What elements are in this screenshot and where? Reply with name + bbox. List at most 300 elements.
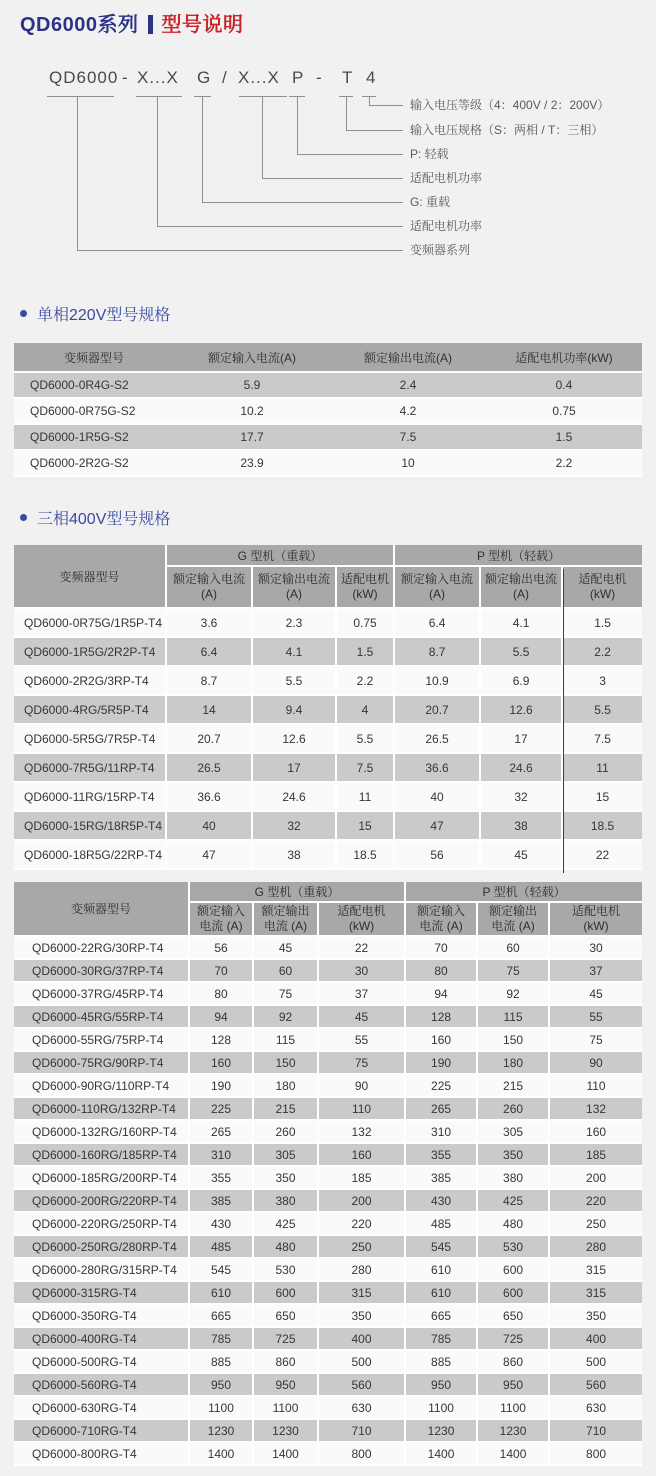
- value-cell: 38: [481, 812, 563, 841]
- table-row: [14, 1328, 642, 1351]
- value-cell: 485: [190, 1236, 254, 1259]
- value-cell: 40: [395, 783, 481, 812]
- model-code-segment: P: [292, 68, 305, 87]
- table-row: [14, 983, 642, 1006]
- model-cell: QD6000-200RG/220RP-T4: [14, 1190, 190, 1213]
- group-header-p: P 型机（轻载）: [395, 545, 642, 567]
- subheader-cell: 额定输出电流 (A): [253, 567, 337, 609]
- value-cell: 400: [319, 1328, 406, 1351]
- value-cell: 600: [478, 1282, 550, 1305]
- value-cell: 650: [254, 1305, 319, 1328]
- value-cell: 6.4: [395, 609, 481, 638]
- table-row: [14, 1121, 642, 1144]
- value-cell: 18.5: [337, 841, 395, 870]
- value-cell: 70: [406, 937, 478, 960]
- value-cell: 55: [550, 1006, 642, 1029]
- table-row: [14, 1420, 642, 1443]
- value-cell: 250: [319, 1236, 406, 1259]
- value-cell: 265: [406, 1098, 478, 1121]
- subheader-cell: 额定输入电流 (A): [167, 567, 253, 609]
- spec-table-400v-small: [14, 545, 642, 870]
- subheader-cell: 额定输出电流 (A): [481, 567, 563, 609]
- value-cell: 5.5: [563, 696, 642, 725]
- value-cell: 2.3: [253, 609, 337, 638]
- table-row: [14, 841, 642, 870]
- model-cell: QD6000-315RG-T4: [14, 1282, 190, 1305]
- value-cell: 305: [254, 1144, 319, 1167]
- value-cell: 80: [190, 983, 254, 1006]
- table-row: [14, 425, 642, 451]
- diagram-underline: [47, 96, 114, 97]
- value-cell: 1.5: [486, 425, 642, 451]
- diagram-connector-line: [346, 97, 347, 130]
- value-cell: 128: [406, 1006, 478, 1029]
- value-cell: 55: [319, 1029, 406, 1052]
- diagram-connector-line: [202, 97, 203, 202]
- value-cell: 94: [406, 983, 478, 1006]
- model-cell: QD6000-1R5G-S2: [14, 425, 174, 451]
- value-cell: 40: [167, 812, 253, 841]
- value-cell: 1230: [254, 1420, 319, 1443]
- table-row: [14, 1374, 642, 1397]
- value-cell: 950: [190, 1374, 254, 1397]
- value-cell: 4.1: [253, 638, 337, 667]
- value-cell: 132: [319, 1121, 406, 1144]
- value-cell: 500: [319, 1351, 406, 1374]
- diagram-connector-line: [262, 97, 263, 178]
- table-row: [14, 1006, 642, 1029]
- value-cell: 1.5: [563, 609, 642, 638]
- value-cell: 630: [319, 1397, 406, 1420]
- diagram-label: 适配电机功率: [410, 171, 483, 185]
- model-cell: QD6000-15RG/18R5P-T4: [14, 812, 167, 841]
- value-cell: 80: [406, 960, 478, 983]
- diagram-label: 变频器系列: [410, 243, 471, 257]
- model-code-segment: -: [316, 68, 323, 87]
- column-header: 额定输入电流(A): [174, 343, 330, 373]
- diagram-connector-line: [202, 202, 403, 203]
- subheader-cell: 额定输出 电流 (A): [478, 903, 550, 937]
- value-cell: 310: [190, 1144, 254, 1167]
- value-cell: 885: [190, 1351, 254, 1374]
- model-cell: QD6000-1R5G/2R2P-T4: [14, 638, 167, 667]
- value-cell: 4: [337, 696, 395, 725]
- value-cell: 8.7: [395, 638, 481, 667]
- table-row: [14, 373, 642, 399]
- value-cell: 24.6: [253, 783, 337, 812]
- table-row: [14, 1029, 642, 1052]
- value-cell: 37: [550, 960, 642, 983]
- table-row: [14, 1052, 642, 1075]
- value-cell: 38: [253, 841, 337, 870]
- value-cell: 24.6: [481, 754, 563, 783]
- value-cell: 480: [478, 1213, 550, 1236]
- model-cell: QD6000-75RG/90RP-T4: [14, 1052, 190, 1075]
- model-cell: QD6000-0R75G-S2: [14, 399, 174, 425]
- value-cell: 160: [190, 1052, 254, 1075]
- value-cell: 950: [254, 1374, 319, 1397]
- value-cell: 22: [319, 937, 406, 960]
- table-group-header-row: [14, 882, 642, 903]
- model-cell: QD6000-160RG/185RP-T4: [14, 1144, 190, 1167]
- value-cell: 5.5: [481, 638, 563, 667]
- model-cell: QD6000-132RG/160RP-T4: [14, 1121, 190, 1144]
- model-column-header: 变频器型号: [14, 545, 167, 609]
- value-cell: 250: [550, 1213, 642, 1236]
- value-cell: 90: [550, 1052, 642, 1075]
- subheader-cell: 适配电机 (kW): [319, 903, 406, 937]
- table-row: [14, 937, 642, 960]
- value-cell: 1100: [190, 1397, 254, 1420]
- model-cell: QD6000-18R5G/22RP-T4: [14, 841, 167, 870]
- value-cell: 180: [478, 1052, 550, 1075]
- subheader-cell: 额定输入 电流 (A): [406, 903, 478, 937]
- value-cell: 110: [319, 1098, 406, 1121]
- value-cell: 430: [406, 1190, 478, 1213]
- value-cell: 11: [337, 783, 395, 812]
- model-cell: QD6000-11RG/15RP-T4: [14, 783, 167, 812]
- spec-table-220v: [14, 343, 642, 477]
- model-code-segment: X...X: [238, 68, 280, 87]
- value-cell: 885: [406, 1351, 478, 1374]
- model-code-segment: X...X: [137, 68, 179, 87]
- model-cell: QD6000-280RG/315RP-T4: [14, 1259, 190, 1282]
- diagram-connector-line: [77, 250, 403, 251]
- value-cell: 350: [478, 1144, 550, 1167]
- value-cell: 200: [550, 1167, 642, 1190]
- value-cell: 94: [190, 1006, 254, 1029]
- model-code-segment: 4: [366, 68, 377, 87]
- model-cell: QD6000-250RG/280RP-T4: [14, 1236, 190, 1259]
- model-code-segment: G: [197, 68, 212, 87]
- table-group-header-row: [14, 545, 642, 567]
- table-header-row: [14, 343, 642, 373]
- value-cell: 30: [319, 960, 406, 983]
- value-cell: 190: [190, 1075, 254, 1098]
- diagram-connector-line: [369, 105, 403, 106]
- diagram-connector-line: [77, 97, 78, 250]
- value-cell: 725: [254, 1328, 319, 1351]
- section-heading-220v: [20, 302, 170, 325]
- value-cell: 610: [406, 1259, 478, 1282]
- value-cell: 1100: [406, 1397, 478, 1420]
- table-row: [14, 725, 642, 754]
- value-cell: 220: [550, 1190, 642, 1213]
- value-cell: 37: [319, 983, 406, 1006]
- column-header: 适配电机功率(kW): [486, 343, 642, 373]
- diagram-label: 输入电压规格（S：两相 / T：三相）: [410, 123, 604, 137]
- value-cell: 630: [550, 1397, 642, 1420]
- value-cell: 6.9: [481, 667, 563, 696]
- value-cell: 36.6: [395, 754, 481, 783]
- value-cell: 950: [478, 1374, 550, 1397]
- value-cell: 8.7: [167, 667, 253, 696]
- value-cell: 530: [254, 1259, 319, 1282]
- value-cell: 115: [478, 1006, 550, 1029]
- value-cell: 20.7: [395, 696, 481, 725]
- value-cell: 45: [550, 983, 642, 1006]
- group-header-g: G 型机（重载）: [190, 882, 406, 903]
- model-code-segment: T: [342, 68, 354, 87]
- value-cell: 560: [319, 1374, 406, 1397]
- value-cell: 545: [190, 1259, 254, 1282]
- table-row: [14, 667, 642, 696]
- value-cell: 22: [563, 841, 642, 870]
- model-code-segment: -: [122, 68, 129, 87]
- value-cell: 265: [190, 1121, 254, 1144]
- value-cell: 56: [190, 937, 254, 960]
- value-cell: 260: [254, 1121, 319, 1144]
- value-cell: 785: [406, 1328, 478, 1351]
- model-cell: QD6000-0R75G/1R5P-T4: [14, 609, 167, 638]
- value-cell: 2.2: [486, 451, 642, 477]
- page-title: [20, 8, 244, 37]
- title-divider-bar: [148, 15, 153, 34]
- subheader-cell: 适配电机 (kW): [550, 903, 642, 937]
- value-cell: 15: [337, 812, 395, 841]
- value-cell: 0.4: [486, 373, 642, 399]
- value-cell: 355: [406, 1144, 478, 1167]
- model-cell: QD6000-500RG-T4: [14, 1351, 190, 1374]
- table-row: [14, 1167, 642, 1190]
- value-cell: 70: [190, 960, 254, 983]
- value-cell: 60: [254, 960, 319, 983]
- value-cell: 1230: [190, 1420, 254, 1443]
- value-cell: 350: [254, 1167, 319, 1190]
- value-cell: 23.9: [174, 451, 330, 477]
- value-cell: 425: [478, 1190, 550, 1213]
- value-cell: 860: [478, 1351, 550, 1374]
- table-row: [14, 1190, 642, 1213]
- model-cell: QD6000-2R2G-S2: [14, 451, 174, 477]
- value-cell: 315: [550, 1282, 642, 1305]
- diagram-connector-line: [157, 97, 158, 226]
- value-cell: 560: [550, 1374, 642, 1397]
- model-cell: QD6000-800RG-T4: [14, 1443, 190, 1466]
- model-cell: QD6000-22RG/30RP-T4: [14, 937, 190, 960]
- value-cell: 225: [190, 1098, 254, 1121]
- section-heading-label: 三相400V型号规格: [37, 511, 171, 528]
- value-cell: 305: [478, 1121, 550, 1144]
- value-cell: 32: [253, 812, 337, 841]
- value-cell: 26.5: [395, 725, 481, 754]
- subheader-cell: 适配电机 (kW): [563, 567, 642, 609]
- value-cell: 400: [550, 1328, 642, 1351]
- value-cell: 315: [319, 1282, 406, 1305]
- table-row: [14, 1397, 642, 1420]
- value-cell: 32: [481, 783, 563, 812]
- model-cell: QD6000-4RG/5R5P-T4: [14, 696, 167, 725]
- value-cell: 3: [563, 667, 642, 696]
- table-row: [14, 1443, 642, 1466]
- diagram-connector-line: [297, 97, 298, 154]
- value-cell: 45: [481, 841, 563, 870]
- value-cell: 75: [550, 1029, 642, 1052]
- value-cell: 430: [190, 1213, 254, 1236]
- value-cell: 215: [478, 1075, 550, 1098]
- bullet-icon: [20, 514, 27, 521]
- title-series: QD6000系列: [20, 14, 139, 36]
- table-row: [14, 1075, 642, 1098]
- value-cell: 9.4: [253, 696, 337, 725]
- value-cell: 800: [550, 1443, 642, 1466]
- value-cell: 710: [319, 1420, 406, 1443]
- value-cell: 545: [406, 1236, 478, 1259]
- value-cell: 665: [190, 1305, 254, 1328]
- model-cell: QD6000-37RG/45RP-T4: [14, 983, 190, 1006]
- table-row: [14, 1098, 642, 1121]
- value-cell: 315: [550, 1259, 642, 1282]
- value-cell: 6.4: [167, 638, 253, 667]
- value-cell: 56: [395, 841, 481, 870]
- value-cell: 785: [190, 1328, 254, 1351]
- diagram-underline: [136, 96, 182, 97]
- section-heading-400v: [20, 506, 170, 529]
- value-cell: 180: [254, 1075, 319, 1098]
- value-cell: 4.2: [330, 399, 486, 425]
- model-cell: QD6000-5R5G/7R5P-T4: [14, 725, 167, 754]
- value-cell: 5.5: [337, 725, 395, 754]
- value-cell: 75: [319, 1052, 406, 1075]
- value-cell: 185: [550, 1144, 642, 1167]
- model-cell: QD6000-90RG/110RP-T4: [14, 1075, 190, 1098]
- value-cell: 17.7: [174, 425, 330, 451]
- value-cell: 5.9: [174, 373, 330, 399]
- value-cell: 10.9: [395, 667, 481, 696]
- model-cell: QD6000-710RG-T4: [14, 1420, 190, 1443]
- value-cell: 75: [478, 960, 550, 983]
- value-cell: 26.5: [167, 754, 253, 783]
- value-cell: 530: [478, 1236, 550, 1259]
- value-cell: 280: [319, 1259, 406, 1282]
- subheader-cell: 额定输出 电流 (A): [254, 903, 319, 937]
- model-cell: QD6000-350RG-T4: [14, 1305, 190, 1328]
- value-cell: 47: [395, 812, 481, 841]
- diagram-connector-line: [262, 178, 403, 179]
- value-cell: 215: [254, 1098, 319, 1121]
- value-cell: 1400: [478, 1443, 550, 1466]
- value-cell: 185: [319, 1167, 406, 1190]
- value-cell: 150: [478, 1029, 550, 1052]
- value-cell: 2.2: [337, 667, 395, 696]
- model-cell: QD6000-110RG/132RP-T4: [14, 1098, 190, 1121]
- model-cell: QD6000-400RG-T4: [14, 1328, 190, 1351]
- value-cell: 10: [330, 451, 486, 477]
- table-row: [14, 1144, 642, 1167]
- value-cell: 160: [406, 1029, 478, 1052]
- model-cell: QD6000-30RG/37RP-T4: [14, 960, 190, 983]
- value-cell: 380: [478, 1167, 550, 1190]
- table-row: [14, 812, 642, 841]
- value-cell: 425: [254, 1213, 319, 1236]
- value-cell: 725: [478, 1328, 550, 1351]
- value-cell: 480: [254, 1236, 319, 1259]
- value-cell: 260: [478, 1098, 550, 1121]
- diagram-label: 输入电压等级（4：400V / 2：200V）: [410, 98, 610, 112]
- table-row: [14, 609, 642, 638]
- model-cell: QD6000-630RG-T4: [14, 1397, 190, 1420]
- value-cell: 1100: [478, 1397, 550, 1420]
- value-cell: 160: [319, 1144, 406, 1167]
- group-header-p: P 型机（轻载）: [406, 882, 642, 903]
- model-cell: QD6000-7R5G/11RP-T4: [14, 754, 167, 783]
- value-cell: 92: [478, 983, 550, 1006]
- table-row: [14, 1236, 642, 1259]
- table-row: [14, 638, 642, 667]
- diagram-label: 适配电机功率: [410, 219, 483, 233]
- value-cell: 610: [406, 1282, 478, 1305]
- section-heading-label: 单相220V型号规格: [37, 307, 171, 324]
- value-cell: 600: [478, 1259, 550, 1282]
- model-cell: QD6000-220RG/250RP-T4: [14, 1213, 190, 1236]
- value-cell: 950: [406, 1374, 478, 1397]
- value-cell: 60: [478, 937, 550, 960]
- value-cell: 610: [190, 1282, 254, 1305]
- model-cell: QD6000-560RG-T4: [14, 1374, 190, 1397]
- value-cell: 5.5: [253, 667, 337, 696]
- value-cell: 190: [406, 1052, 478, 1075]
- table-row: [14, 399, 642, 425]
- table-row: [14, 1213, 642, 1236]
- value-cell: 128: [190, 1029, 254, 1052]
- value-cell: 485: [406, 1213, 478, 1236]
- value-cell: 45: [319, 1006, 406, 1029]
- model-cell: QD6000-55RG/75RP-T4: [14, 1029, 190, 1052]
- table-row: [14, 1305, 642, 1328]
- table-row: [14, 1282, 642, 1305]
- value-cell: 7.5: [337, 754, 395, 783]
- value-cell: 650: [478, 1305, 550, 1328]
- value-cell: 132: [550, 1098, 642, 1121]
- value-cell: 1400: [190, 1443, 254, 1466]
- model-cell: QD6000-185RG/200RP-T4: [14, 1167, 190, 1190]
- value-cell: 30: [550, 937, 642, 960]
- model-column-header: 变频器型号: [14, 882, 190, 937]
- value-cell: 665: [406, 1305, 478, 1328]
- value-cell: 280: [550, 1236, 642, 1259]
- model-cell: QD6000-0R4G-S2: [14, 373, 174, 399]
- group-header-g: G 型机（重载）: [167, 545, 395, 567]
- value-cell: 7.5: [563, 725, 642, 754]
- value-cell: 2.4: [330, 373, 486, 399]
- value-cell: 4.1: [481, 609, 563, 638]
- column-header: 变频器型号: [14, 343, 174, 373]
- spec-table-400v-large: [14, 882, 642, 1466]
- diagram-connector-line: [157, 226, 403, 227]
- value-cell: 1100: [254, 1397, 319, 1420]
- value-cell: 500: [550, 1351, 642, 1374]
- model-number-diagram: [0, 60, 656, 272]
- value-cell: 310: [406, 1121, 478, 1144]
- value-cell: 45: [254, 937, 319, 960]
- value-cell: 75: [254, 983, 319, 1006]
- value-cell: 90: [319, 1075, 406, 1098]
- value-cell: 150: [254, 1052, 319, 1075]
- value-cell: 800: [319, 1443, 406, 1466]
- diagram-connector-line: [369, 97, 370, 105]
- model-code-segment: QD6000: [49, 68, 119, 87]
- value-cell: 860: [254, 1351, 319, 1374]
- value-cell: 355: [190, 1167, 254, 1190]
- model-code-segment: /: [222, 68, 228, 87]
- table-row: [14, 1259, 642, 1282]
- value-cell: 11: [563, 754, 642, 783]
- value-cell: 0.75: [486, 399, 642, 425]
- value-cell: 12.6: [253, 725, 337, 754]
- table-row: [14, 960, 642, 983]
- diagram-connector-line: [297, 154, 403, 155]
- value-cell: 220: [319, 1213, 406, 1236]
